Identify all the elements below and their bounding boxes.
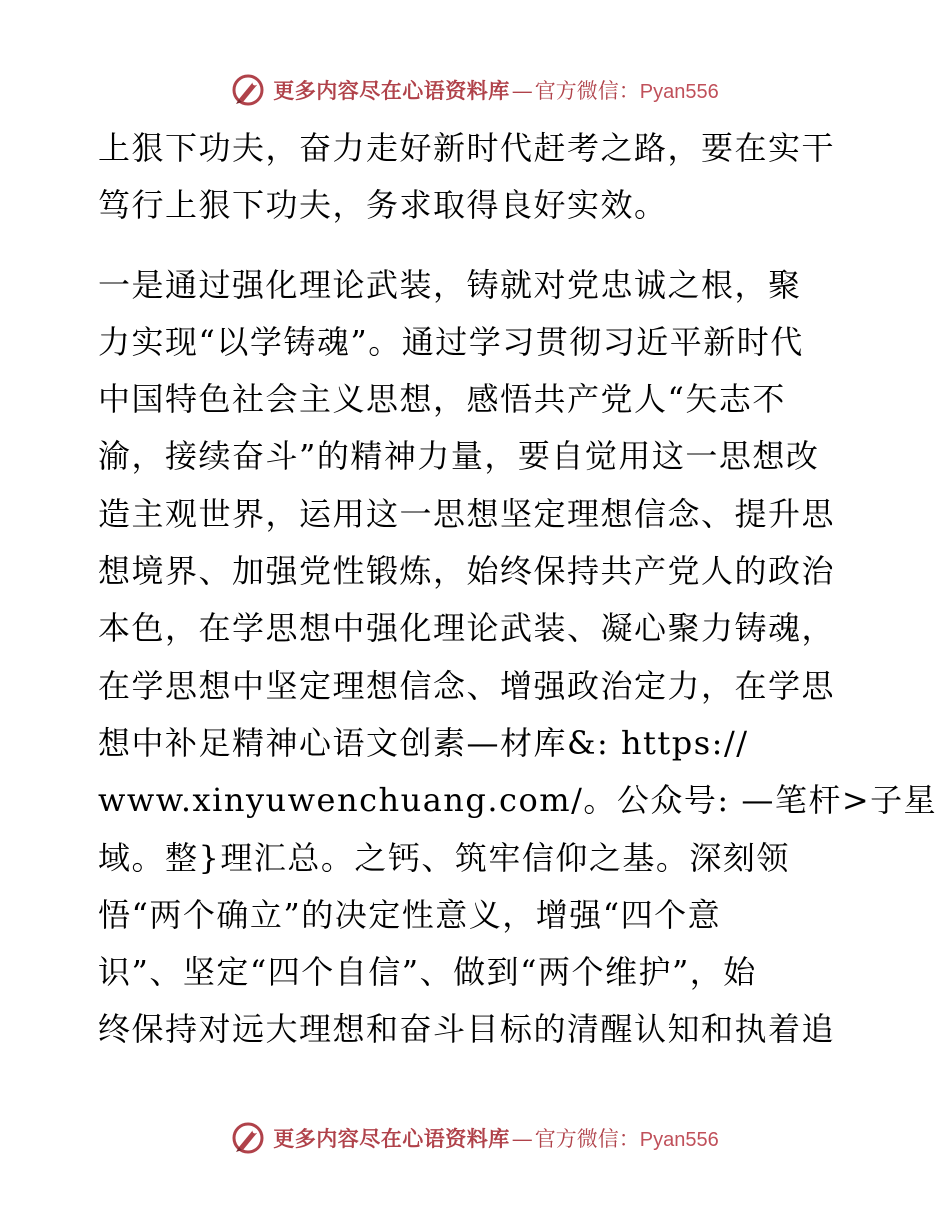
text-line: 笃行上狠下功夫，务求取得良好实效。 [98,186,668,225]
text-line: 力实现“以学铸魂”。通过学习贯彻习近平新时代 [98,322,804,361]
text-line: 本色，在学思想中强化理论武装、凝心聚力铸魂， [98,609,836,648]
text-line: 上狠下功夫，奋力走好新时代赶考之路，要在实干 [98,129,836,167]
text-line: 一是通过强化理论武装，铸就对党忠诚之根，聚 [98,265,802,304]
footer-watermark [0,1118,950,1158]
header-watermark [0,70,950,110]
pen-circle-logo-icon [231,1121,265,1155]
text-line: 域。整}理汇总。之钙、筑牢信仰之基。深刻领 [98,838,790,877]
text-line: 终保持对远大理想和奋斗目标的清醒认知和执着追 [98,1010,836,1049]
paragraph-2 [98,257,938,1059]
watermark-text [273,75,718,105]
text-line: 悟“两个确立”的决定性意义，增强“四个意 [98,895,722,934]
watermark-text [273,1123,718,1153]
watermark-account: Pyan556 [639,81,719,103]
pen-circle-logo-icon [231,73,265,107]
text-line: 想境界、加强党性锻炼，始终保持共产党人的政治 [98,552,836,591]
document-body [98,120,938,1059]
paragraph-1 [98,120,858,235]
text-line: 中国特色社会主义思想，感悟共产党人“矢志不 [98,380,786,419]
text-line: 渝，接续奋斗”的精神力量，要自觉用这一思想改 [98,437,820,476]
watermark-wechat-label: 官方微信： [534,79,640,103]
watermark-brand: 更多内容尽在心语资料库 [273,78,510,103]
watermark-separator: — [511,79,533,103]
text-line: 识”、坚定“四个自信”、做到“两个维护”，始 [98,953,757,992]
text-line: www.xinyuwenchuang.com/。公众号: —笔杆>子星 [98,781,938,820]
watermark-separator: — [511,1127,533,1151]
watermark-brand: 更多内容尽在心语资料库 [273,1126,510,1151]
text-line: 想中补足精神心语文创素—材库&: https:// [98,723,749,762]
watermark-wechat-label: 官方微信： [534,1127,640,1151]
text-line: 造主观世界，运用这一思想坚定理想信念、提升思 [98,494,836,533]
watermark-account: Pyan556 [639,1129,719,1151]
text-line: 在学思想中坚定理想信念、增强政治定力，在学思 [98,666,836,705]
